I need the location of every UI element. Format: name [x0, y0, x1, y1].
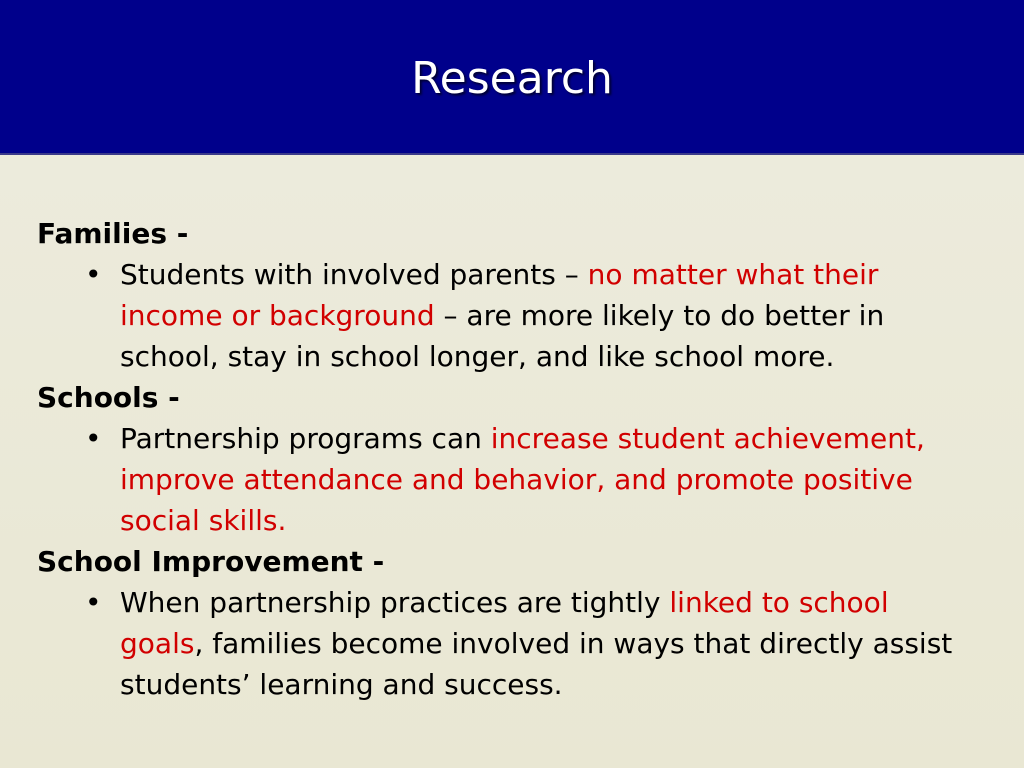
bullet-item-school-improvement: [37, 582, 977, 705]
slide-title: Research: [411, 53, 613, 104]
bullet-icon: •: [85, 422, 102, 455]
section-heading-schools: Schools -: [37, 381, 180, 414]
bullet-item-families: [37, 254, 977, 377]
bullet-text: [120, 582, 977, 705]
bullet-text: [120, 418, 977, 541]
bullet-item-schools: [37, 418, 977, 541]
slide-content: [37, 213, 977, 705]
bullet-icon: •: [85, 258, 102, 291]
highlight-text-run: linked to school goals: [120, 586, 889, 660]
highlight-text-run: increase student achievement, improve attendance and behavior, and promote positive social skills.: [120, 422, 925, 537]
bullet-text: [120, 254, 977, 377]
text-run: When partnership practices are tightly: [120, 586, 670, 619]
section-heading-families: Families -: [37, 217, 189, 250]
section-heading-school-improvement: School Improvement -: [37, 545, 385, 578]
title-bar: [0, 0, 1024, 155]
text-run: – are more likely to do better in school, stay in school longer, and like school more.: [120, 299, 885, 373]
bullet-icon: •: [85, 586, 102, 619]
text-run: Partnership programs can: [120, 422, 491, 455]
text-run: Students with involved parents –: [120, 258, 588, 291]
highlight-text-run: no matter what their income or background: [120, 258, 879, 332]
text-run: , families become involved in ways that directly assist students’ learning and success.: [120, 627, 953, 701]
